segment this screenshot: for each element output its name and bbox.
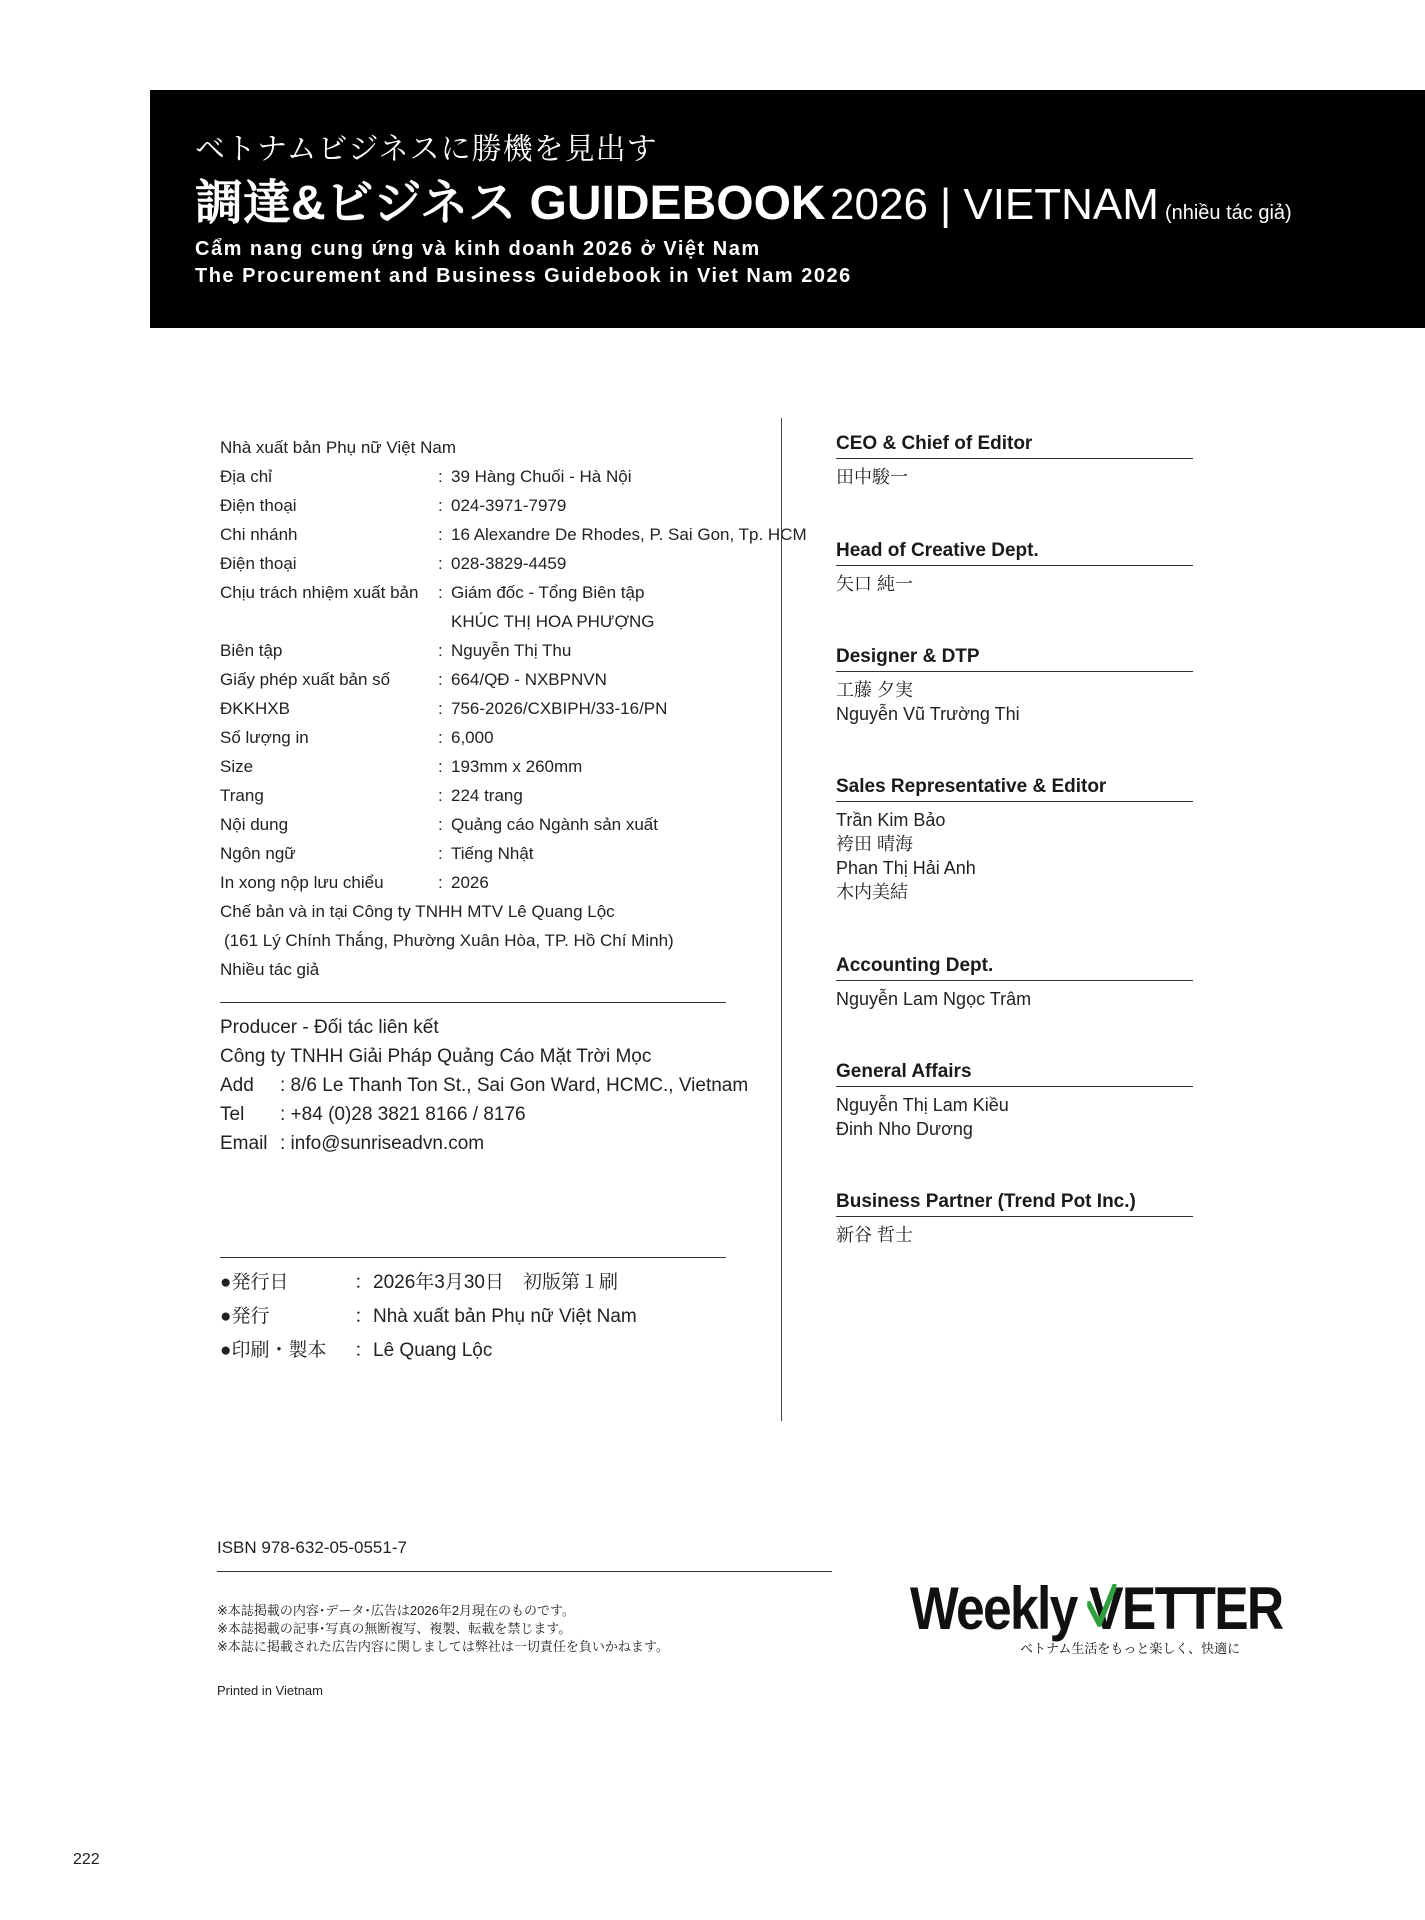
publisher-row-value: 193mm x 260mm	[451, 757, 583, 776]
publisher-row-separator: :	[438, 844, 443, 863]
publisher-row-separator: :	[438, 873, 443, 892]
publisher-row-separator: :	[438, 554, 443, 573]
divider-footer	[217, 1571, 832, 1572]
check-icon	[1087, 1584, 1116, 1630]
publisher-name: Nhà xuất bản Phụ nữ Việt Nam	[220, 438, 456, 457]
producer-row-label: Tel	[220, 1104, 245, 1125]
publisher-row-label: Giấy phép xuất bản số	[220, 670, 391, 689]
publisher-row-separator: :	[438, 583, 443, 602]
staff-name: Nguyễn Lam Ngọc Trâm	[836, 989, 1032, 1009]
header-banner	[150, 90, 1425, 328]
publisher-row-value: 756-2026/CXBIPH/33-16/PN	[451, 699, 668, 718]
publisher-row-separator: :	[438, 815, 443, 834]
publisher-row-separator: :	[438, 757, 443, 776]
staff-name: 工藤 夕実	[836, 680, 914, 700]
producer-row-label: Add	[220, 1075, 254, 1096]
producer-row-label: Email	[220, 1133, 268, 1154]
publisher-row-separator: :	[438, 641, 443, 660]
publisher-row-label: Nội dung	[220, 815, 289, 834]
authors-note: Nhiều tác giả	[220, 960, 320, 979]
staff-name: Phan Thị Hải Anh	[836, 858, 976, 878]
publisher-row-value: 2026	[451, 873, 489, 892]
title-author-note: (nhiều tác giả)	[1164, 202, 1292, 224]
staff-names	[836, 808, 1193, 904]
staff-block	[836, 646, 1193, 726]
staff-names	[836, 987, 1193, 1011]
divider-publisher	[220, 1002, 726, 1003]
logo-v-letter: V	[1089, 1575, 1122, 1642]
weekly-vetter-logo	[910, 1575, 1283, 1657]
publisher-row-value: 224 trang	[451, 786, 523, 805]
publisher-row-value: Tiếng Nhật	[451, 844, 534, 863]
staff-role: Business Partner (Trend Pot Inc.)	[836, 1191, 1193, 1217]
publisher-row-label: Size	[220, 757, 254, 776]
staff-name: Nguyễn Vũ Trường Thi	[836, 704, 1020, 724]
producer-row-value: : info@sunriseadvn.com	[280, 1133, 485, 1154]
publisher-row-value: Nguyễn Thị Thu	[451, 641, 572, 660]
logo-word-etter: ETTER	[1121, 1575, 1283, 1642]
publisher-row-label: Ngôn ngữ	[220, 844, 296, 863]
staff-name: Đinh Nho Dương	[836, 1119, 973, 1139]
divider-producer	[220, 1257, 726, 1258]
issue-row-label: ●発行	[220, 1306, 270, 1327]
staff-names	[836, 572, 1193, 596]
printed-in: Printed in Vietnam	[217, 1683, 323, 1698]
footer-note: ※本誌に掲載された広告内容に関しましては弊社は一切責任を負いかねます。	[217, 1639, 669, 1654]
printed-address: (161 Lý Chính Thắng, Phường Xuân Hòa, TP. Hồ Chí Minh)	[224, 931, 674, 950]
staff-names	[836, 678, 1193, 726]
column-divider	[781, 418, 782, 1421]
publisher-row-label: Điện thoại	[220, 496, 297, 515]
staff-block	[836, 955, 1193, 1011]
staff-name: Trần Kim Bảo	[836, 810, 946, 830]
publisher-row-label: In xong nộp lưu chiểu	[220, 873, 384, 892]
publisher-row-separator: :	[438, 525, 443, 544]
producer-heading: Producer - Đối tác liên kết	[220, 1017, 439, 1038]
logo-wordmark	[910, 1575, 1283, 1642]
staff-names	[836, 1093, 1193, 1141]
publisher-row-value: Quảng cáo Ngành sản xuất	[451, 815, 658, 834]
staff-block	[836, 433, 1193, 489]
publisher-row-value: 024-3971-7979	[451, 496, 567, 515]
publisher-row-label: Địa chỉ	[220, 467, 272, 486]
footer-notes	[217, 1602, 669, 1656]
staff-name: 矢口 純一	[836, 574, 914, 594]
isbn: ISBN 978-632-05-0551-7	[217, 1538, 407, 1557]
publisher-row-separator: :	[438, 670, 443, 689]
producer-row-value: : 8/6 Le Thanh Ton St., Sai Gon Ward, HCMC., Vietnam	[280, 1075, 749, 1096]
title-country: VIETNAM	[963, 180, 1159, 229]
page-number: 222	[73, 1851, 100, 1868]
staff-block	[836, 776, 1193, 904]
staff-block	[836, 1061, 1193, 1141]
footer-note: ※本誌掲載の内容･データ･広告は2026年2月現在のものです。	[217, 1603, 576, 1618]
staff-role: Sales Representative & Editor	[836, 776, 1193, 802]
publisher-row-value: 664/QĐ - NXBPNVN	[451, 670, 607, 689]
header-line-vietnamese: Cẩm nang cung ứng và kinh doanh 2026 ở Việt Nam	[195, 238, 761, 260]
publisher-row-value: 6,000	[451, 728, 494, 747]
publisher-row-separator: :	[438, 467, 443, 486]
publisher-row-separator: :	[438, 699, 443, 718]
publisher-row-value: 16 Alexandre De Rhodes, P. Sai Gon, Tp. HCM	[451, 525, 807, 544]
issue-row-label: ●印刷・製本	[220, 1340, 327, 1361]
publisher-row-value: 39 Hàng Chuối - Hà Nội	[451, 467, 632, 486]
publisher-row-label: Chi nhánh	[220, 525, 298, 544]
publisher-row-separator: :	[438, 496, 443, 515]
staff-names	[836, 465, 1193, 489]
publisher-row-label: Biên tập	[220, 641, 283, 660]
staff-name: 田中駿一	[836, 467, 908, 487]
title-separator: |	[939, 180, 952, 229]
printed-at: Chế bản và in tại Công ty TNHH MTV Lê Quang Lộc	[220, 902, 615, 921]
header-title	[195, 164, 1292, 233]
publisher-row-label: Trang	[220, 786, 264, 805]
producer-company: Công ty TNHH Giải Pháp Quảng Cáo Mặt Trời Mọc	[220, 1046, 652, 1067]
staff-role: Accounting Dept.	[836, 955, 1193, 981]
publisher-row-label: Chịu trách nhiệm xuất bản	[220, 583, 419, 602]
staff-names	[836, 1223, 1193, 1247]
issue-row-value: ：2026年3月30日 初版第１刷	[354, 1272, 618, 1293]
staff-role: CEO & Chief of Editor	[836, 433, 1193, 459]
logo-tagline: ベトナム生活をもっと楽しく、快適に	[1020, 1641, 1241, 1656]
staff-block	[836, 540, 1193, 596]
issue-row-label: ●発行日	[220, 1272, 289, 1293]
staff-role: Designer & DTP	[836, 646, 1193, 672]
staff-block	[836, 1191, 1193, 1247]
title-jp: 調達&ビジネス GUIDEBOOK	[195, 177, 826, 230]
publisher-row-value: 028-3829-4459	[451, 554, 567, 573]
staff-role: Head of Creative Dept.	[836, 540, 1193, 566]
header-subtitle: ベトナムビジネスに勝機を見出す	[195, 133, 658, 166]
publisher-row-label: Điện thoại	[220, 554, 297, 573]
header-line-english: The Procurement and Business Guidebook in Viet Nam 2026	[195, 265, 852, 287]
publisher-row-separator: :	[438, 786, 443, 805]
footer-note: ※本誌掲載の記事･写真の無断複写、複製、転載を禁じます。	[217, 1621, 572, 1636]
logo-word-weekly: Weekly	[910, 1575, 1090, 1642]
title-year: 2026	[830, 180, 928, 229]
producer-row-value: : +84 (0)28 3821 8166 / 8176	[280, 1104, 526, 1125]
staff-name: 袴田 晴海	[836, 834, 914, 854]
issue-row-value: ：Lê Quang Lộc	[354, 1340, 493, 1361]
staff-name: Nguyễn Thị Lam Kiều	[836, 1095, 1009, 1115]
staff-name: 木内美結	[836, 882, 908, 902]
publisher-row-label: Số lượng in	[220, 728, 309, 747]
publisher-row-value: KHÚC THỊ HOA PHƯỢNG	[451, 612, 655, 631]
publisher-row-separator: :	[438, 728, 443, 747]
staff-name: 新谷 哲士	[836, 1225, 914, 1245]
publisher-row-label: ĐKKHXB	[220, 699, 290, 718]
staff-role: General Affairs	[836, 1061, 1193, 1087]
publisher-row-value: Giám đốc - Tổng Biên tập	[451, 583, 645, 602]
issue-row-value: ：Nhà xuất bản Phụ nữ Việt Nam	[354, 1306, 637, 1327]
